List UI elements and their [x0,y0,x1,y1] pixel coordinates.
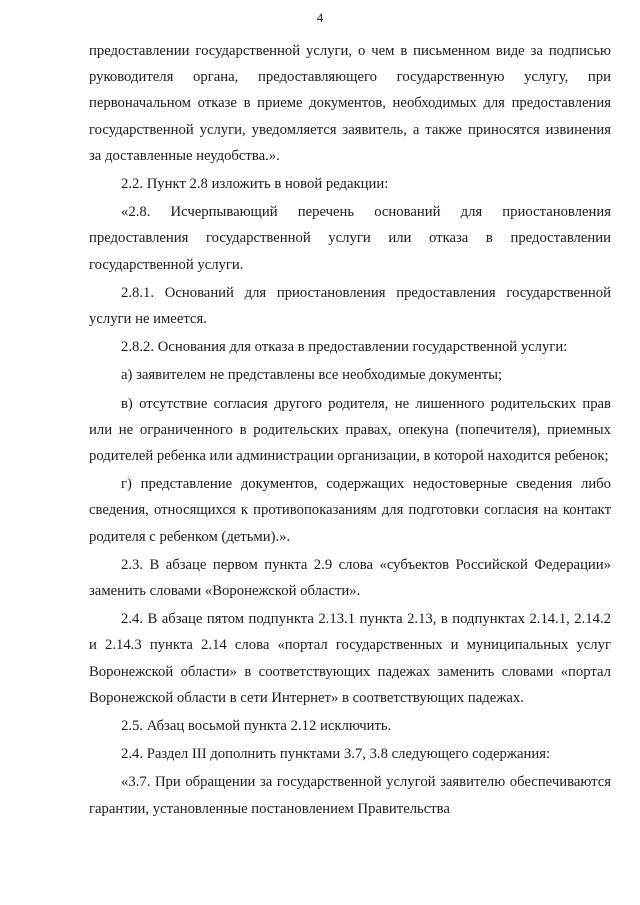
paragraph: 2.4. Раздел III дополнить пунктами 3.7, 3.8 следующего содержания: [121,746,551,763]
paragraph: г) представление документов, содержащих недостоверные сведения либо сведения, относящихся к противопоказаниям для подготовки согласия на контакт родителя с ребенком (детьми).». [89,476,611,545]
paragraph: «2.8. Исчерпывающий перечень оснований для приостановления предоставления государственной услуги или отказа в предоставлении государственной услуги. [89,204,611,273]
page-number: 4 [316,10,324,25]
paragraph: 2.8.1. Оснований для приостановления предоставления государственной услуги не имеется. [89,284,611,328]
paragraph: предоставлении государственной услуги, о чем в письменном виде за подписью руководителя органа, предоставляющего государственную услугу, при первоначальном отказе в приеме документов, необходимых для предоставления государственной услуги, уведомляется заявитель, а также приносятся извинения за доставленные неудобства.». [89,43,611,164]
paragraph: 2.3. В абзаце первом пункта 2.9 слова «субъектов Российской Федерации» заменить словами «Воронежской области». [89,556,611,600]
paragraph: а) заявителем не представлены все необходимые документы; [121,367,503,384]
paragraph: 2.4. В абзаце пятом подпункта 2.13.1 пункта 2.13, в подпунктах 2.14.1, 2.14.2 и 2.14.3 пункта 2.14 слова «портал государственных и муниципальных услуг Воронежской области» в соответствующих падежах заменить словами «портал Воронежской области в сети Интернет» в соответствующих падежах. [89,611,611,706]
paragraph: 2.2. Пункт 2.8 изложить в новой редакции: [121,176,389,193]
paragraph: в) отсутствие согласия другого родителя, не лишенного родительских прав или не ограниченного в родительских правах, опекуна (попечителя), приемных родителей ребенка или администрации организации, в которой находится ребенок; [89,395,611,465]
paragraph: 2.8.2. Основания для отказа в предоставлении государственной услуги: [121,339,568,356]
paragraph: 2.5. Абзац восьмой пункта 2.12 исключить. [121,718,392,735]
paragraph: «3.7. При обращении за государственной услугой заявителю обеспечиваются гарантии, установленные постановлением Правительства [89,774,611,817]
document-body [89,38,611,824]
